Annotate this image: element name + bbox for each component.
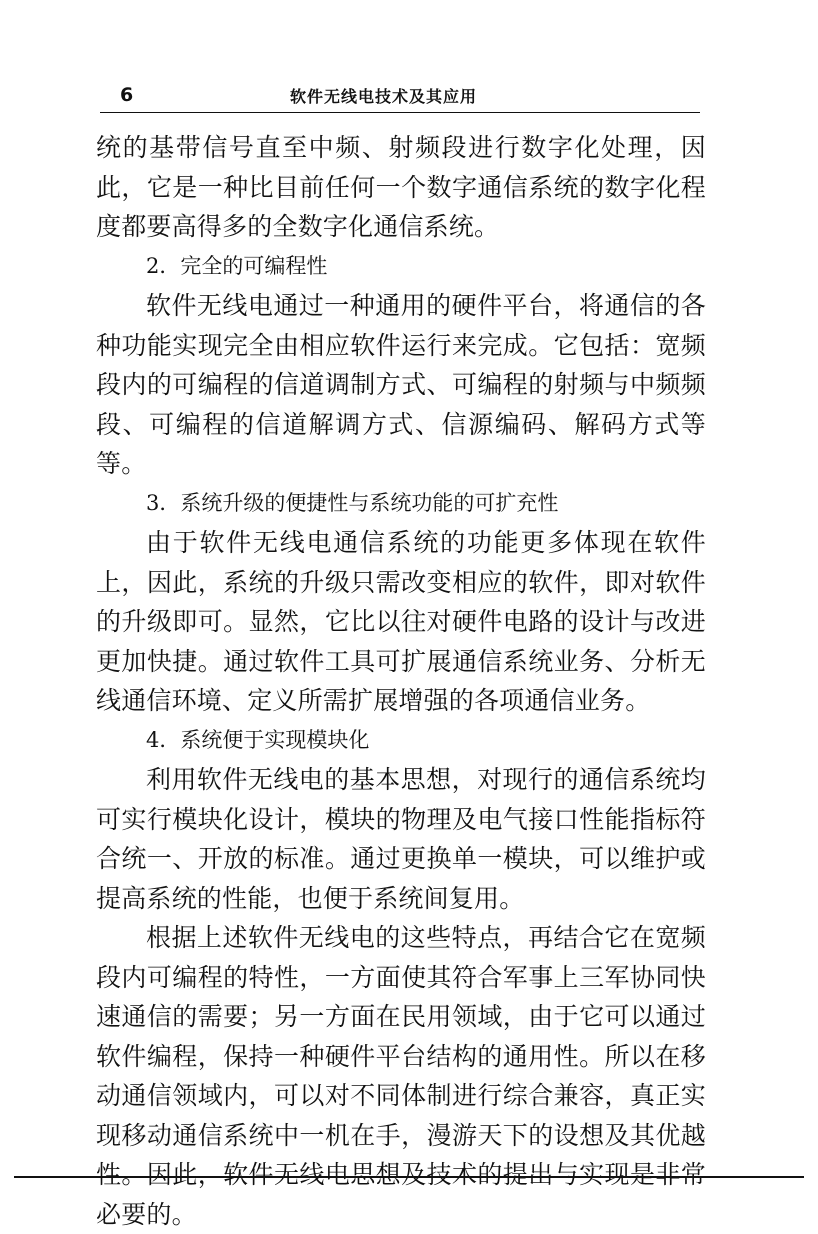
section-heading-4: 4．系统便于实现模块化 (146, 727, 370, 752)
section-heading-3: 3．系统升级的便捷性与系统功能的可扩充性 (146, 490, 559, 515)
paragraph-2: 软件无线电通过一种通用的硬件平台，将通信的各种功能实现完全由相应软件运行来完成。它包括：宽频段内的可编程的信道调制方式、可编程的射频与中频频段、可编程的信道解调方式、信源编码、解码方式等等。 (96, 291, 706, 478)
page-header (100, 78, 700, 113)
running-title: 软件无线电技术及其应用 (290, 87, 478, 106)
section-heading-2: 2．完全的可编程性 (146, 253, 328, 278)
paragraph-4: 利用软件无线电的基本思想，对现行的通信系统均可实行模块化设计，模块的物理及电气接口性能指标符合统一、开放的标准。通过更换单一模块，可以维护或提高系统的性能，也便于系统间复用。 (96, 765, 706, 913)
paragraph-3: 由于软件无线电通信系统的功能更多体现在软件上，因此，系统的升级只需改变相应的软件，即对软件的升级即可。显然，它比以往对硬件电路的设计与改进更加快捷。通过软件工具可扩展通信系统业务、分析无线通信环境、定义所需扩展增强的各项通信业务。 (96, 528, 706, 715)
paragraph-1: 统的基带信号直至中频、射频段进行数字化处理，因此，它是一种比目前任何一个数字通信系统的数字化程度都要高得多的全数字化通信系统。 (96, 133, 706, 241)
body-text (96, 128, 706, 1234)
paragraph-5: 根据上述软件无线电的这些特点，再结合它在宽频段内可编程的特性，一方面使其符合军事上三军协同快速通信的需要；另一方面在民用领域，由于它可以通过软件编程，保持一种硬件平台结构的通用性。所以在移动通信领域内，可以对不同体制进行综合兼容，真正实现移动通信系统中一机在手，漫游天下的设想及其优越性。因此，软件无线电思想及技术的提出与实现是非常必要的。 (96, 923, 706, 1229)
page-number: 6 (120, 84, 134, 106)
bottom-rule (14, 1176, 804, 1178)
